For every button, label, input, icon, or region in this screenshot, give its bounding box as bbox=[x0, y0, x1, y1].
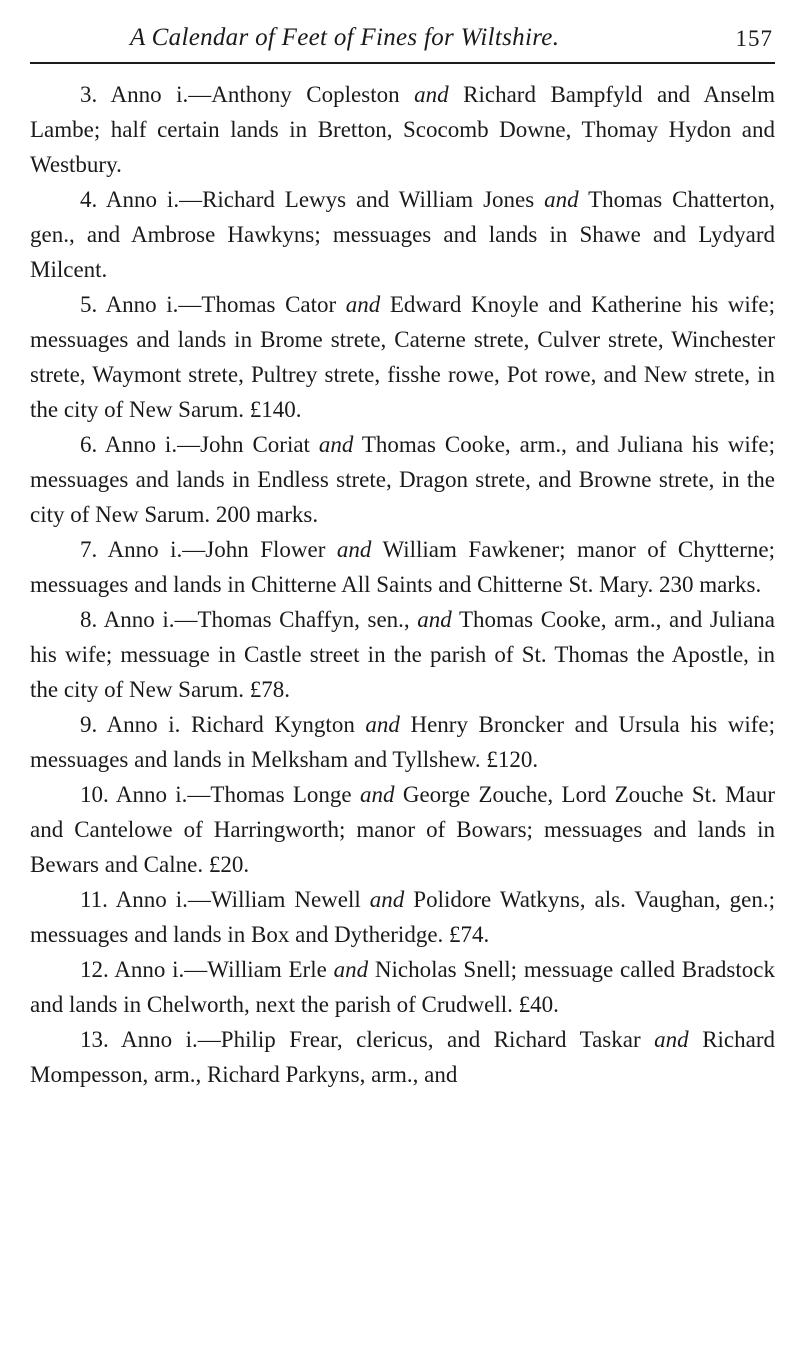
entry-8: 8. Anno i.—Thomas Chaffyn, sen., and Thomas Cooke, arm., and Juliana his wife; messuage in Castle street in the parish of St. Thomas the Apostle, in the city of New Sarum. £78. bbox=[30, 607, 775, 702]
header-rule bbox=[30, 62, 775, 64]
page-number: 157 bbox=[735, 26, 773, 51]
entries-list bbox=[30, 77, 775, 1092]
entry-9: 9. Anno i. Richard Kyngton and Henry Broncker and Ursula his wife; messuages and lands in Melksham and Tyllshew. £120. bbox=[30, 712, 775, 772]
entry-10: 10. Anno i.—Thomas Longe and George Zouche, Lord Zouche St. Maur and Cantelowe of Harringworth; manor of Bowars; messuages and lands in Bewars and Calne. £20. bbox=[30, 782, 775, 877]
entry-4: 4. Anno i.—Richard Lewys and William Jones and Thomas Chatterton, gen., and Ambrose Hawkyns; messuages and lands in Shawe and Lydyard Milcent. bbox=[30, 187, 775, 282]
running-title: A Calendar of Feet of Fines for Wiltshire. bbox=[130, 24, 560, 51]
page-header bbox=[30, 18, 775, 62]
entry-5: 5. Anno i.—Thomas Cator and Edward Knoyle and Katherine his wife; messuages and lands in Brome strete, Caterne strete, Culver strete, Winchester strete, Waymont strete, Pultrey strete, fisshe rowe, Pot rowe, and New strete, in the city of New Sarum. £140. bbox=[30, 292, 776, 422]
entry-12: 12. Anno i.—William Erle and Nicholas Snell; messuage called Bradstock and lands in Chelworth, next the parish of Crudwell. £40. bbox=[30, 957, 775, 1017]
document-page bbox=[30, 18, 775, 1092]
entry-6: 6. Anno i.—John Coriat and Thomas Cooke, arm., and Juliana his wife; messuages and lands in Endless strete, Dragon strete, and Browne strete, in the city of New Sarum. 200 marks. bbox=[30, 432, 775, 527]
entry-13: 13. Anno i.—Philip Frear, clericus, and Richard Taskar and Richard Mompesson, arm., Richard Parkyns, arm., and bbox=[30, 1027, 775, 1087]
entry-3: 3. Anno i.—Anthony Copleston and Richard Bampfyld and Anselm Lambe; half certain lands in Bretton, Scocomb Downe, Thomay Hydon and Westbury. bbox=[30, 82, 775, 177]
entry-7: 7. Anno i.—John Flower and William Fawkener; manor of Chytterne; messuages and lands in Chitterne All Saints and Chitterne St. Mary. 230 marks. bbox=[30, 537, 775, 597]
entry-11: 11. Anno i.—William Newell and Polidore Watkyns, als. Vaughan, gen.; messuages and lands in Box and Dytheridge. £74. bbox=[30, 887, 775, 947]
